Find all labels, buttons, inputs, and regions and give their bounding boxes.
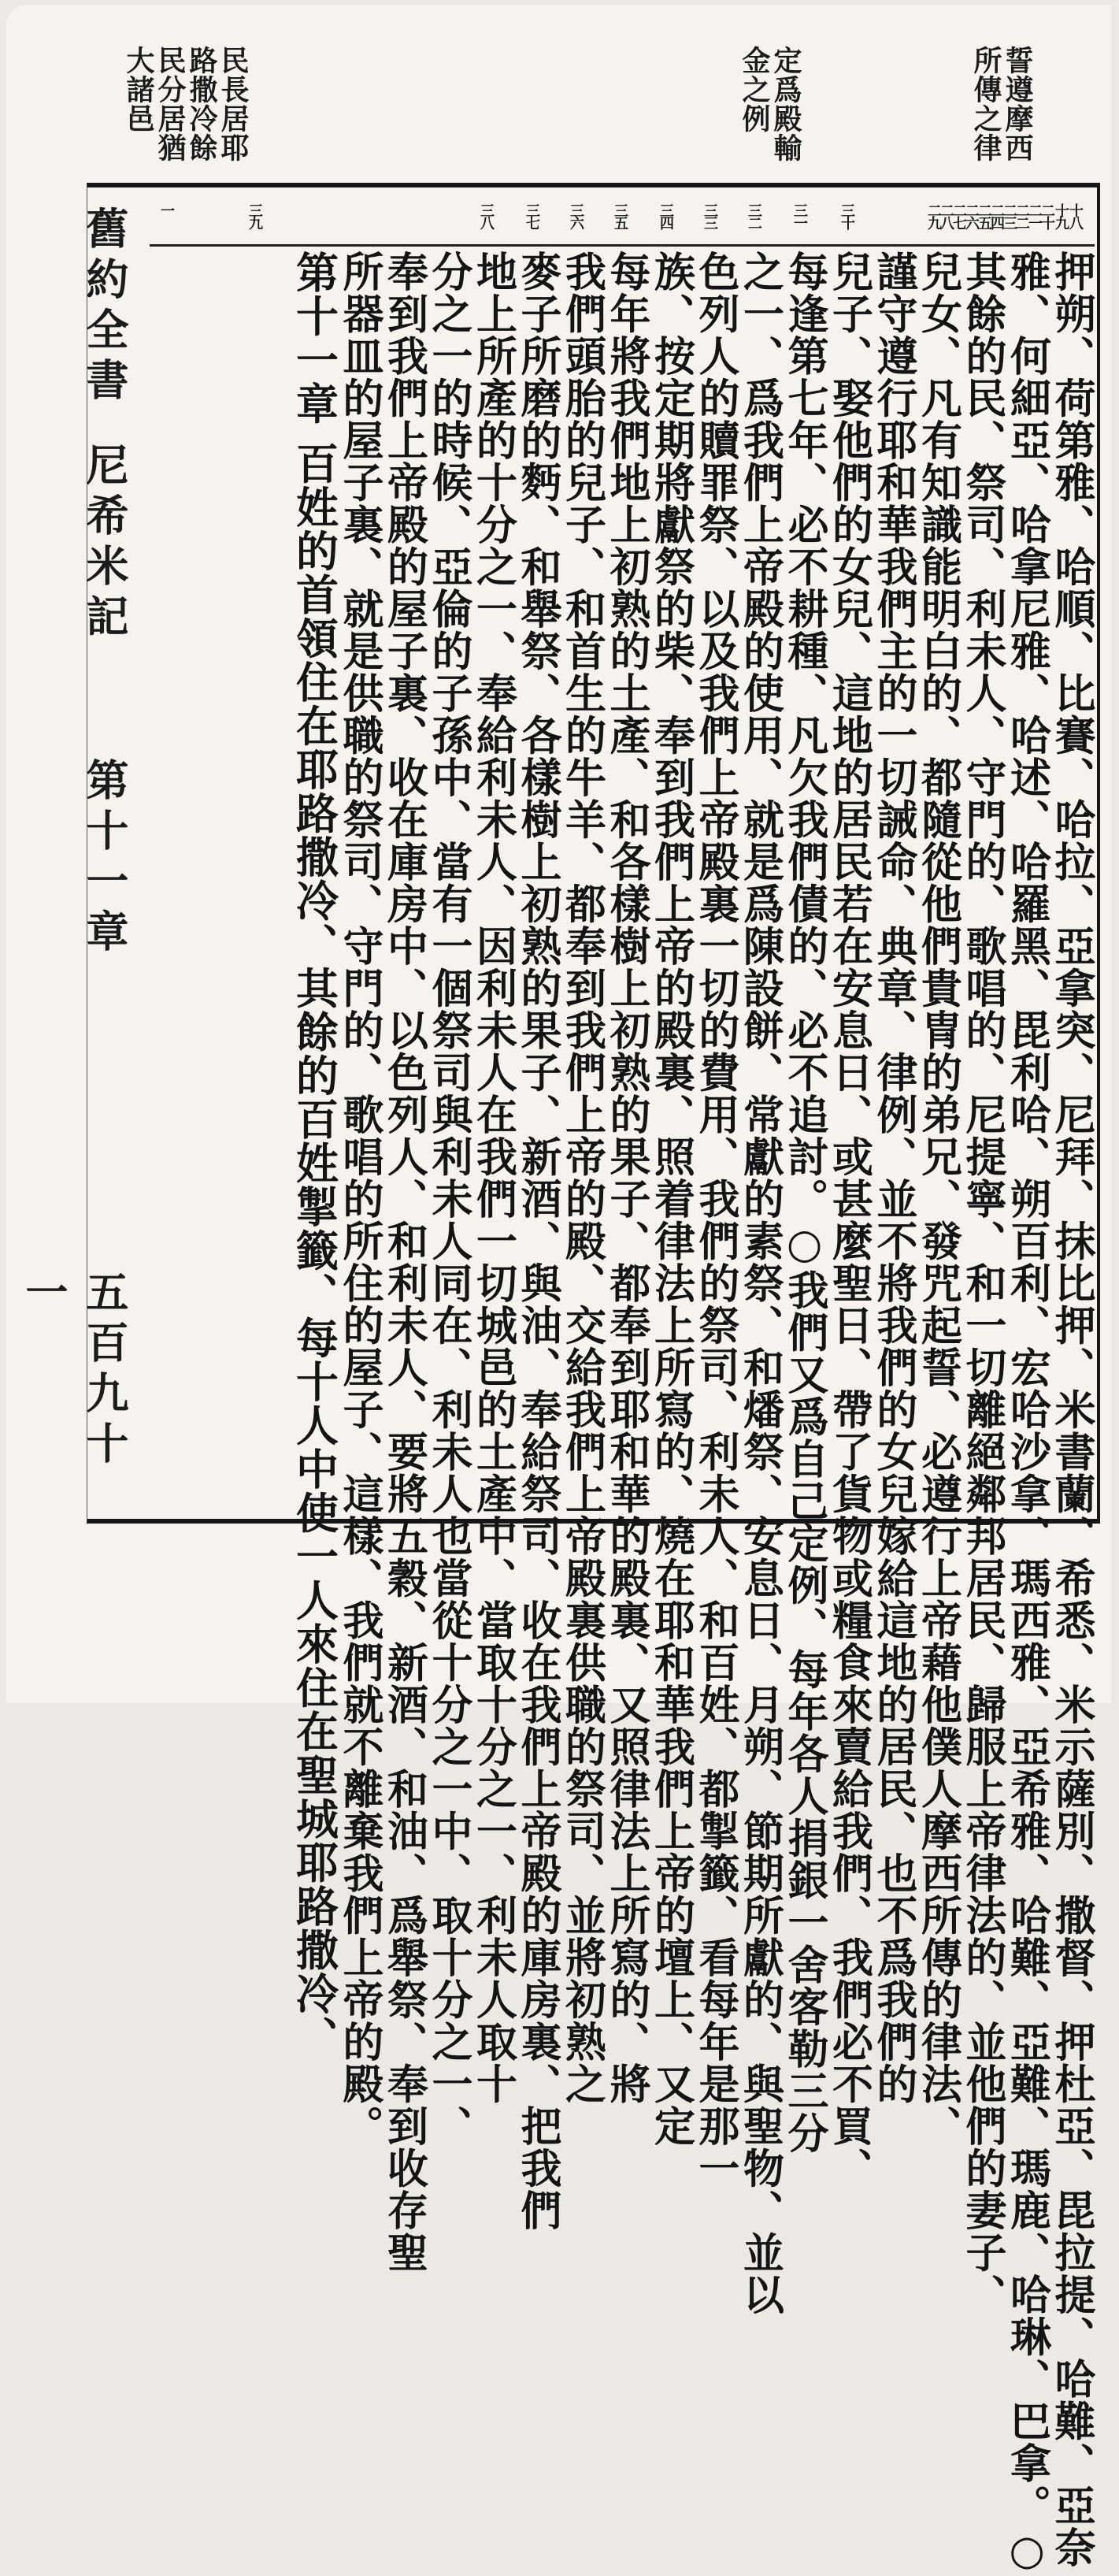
text-column: 雅、何細亞、哈拿尼雅、哈述、哈羅黑、毘利哈、朔百利、宏哈沙拿、瑪西雅、亞希雅、哈難、亞難、瑪鹿、哈琳、巴拿。○ (1002, 251, 1051, 2576)
margin-notes (0, 0, 1119, 189)
margin-note-residence: 民長居耶路撒冷餘民分居猶大諸邑 (122, 46, 250, 162)
text-column: 其餘的民、祭司、利未人、守門的、歌唱的、尼提寧、和一切離絕鄰邦居民、歸服上帝律法的、並他們的妻子、 (958, 251, 1006, 2316)
text-column: 兒子、娶他們的女兒、這地的居民若在安息日、或甚麼聖日、帶了貨物或糧食來賣給我們、我們必不買、 (824, 251, 873, 2189)
verse-number: 二一 (1026, 203, 1043, 228)
verse-number: 二二 (1013, 203, 1030, 228)
text-column: 族、按定期將獻祭的柴、奉到我們上帝的殿裏、照着律法上所寫的、燒在耶和華我們上帝的壇上、又定 (647, 251, 695, 2147)
text-column: 每逢第七年、必不耕種、凡欠我們債的、必不追討。○我們又爲自己定例、每年各人捐銀一舍客勒三分 (780, 251, 828, 2155)
verse-number: 二七 (950, 203, 967, 228)
text-column: 之一、爲我們上帝殿的使用、就是爲陳設餅、常獻的素祭、和燔祭、安息日、月朔、節期所獻的、與聖物、並以 (736, 251, 784, 2316)
text-column: 分之一的時候、亞倫的子孫中、當有一個祭司與利未人同在、利未人也當從十分之一中、取十分之一、 (424, 251, 472, 2147)
running-header (19, 206, 135, 1498)
verse-number: 三十 (839, 203, 855, 228)
verse-number: 二六 (963, 203, 980, 228)
chapter-start-column: 第十一章 百姓的首領住在耶路撒冷、其餘的百姓掣籤、每十人中使一人來住在聖城耶路撒冷、 (289, 251, 340, 2059)
verse-number: 三六 (568, 203, 584, 228)
verse-number: 二十 (1039, 203, 1055, 228)
verse-number: 二四 (988, 203, 1005, 228)
verse-number: 三三 (702, 203, 718, 228)
margin-note-vow: 誓遵摩西所傳之律 (969, 46, 1034, 162)
verse-number: 二九 (925, 203, 942, 228)
verse-number: 三七 (524, 203, 540, 228)
scripture-text (150, 251, 1095, 2576)
text-column: 兒女、凡有知識能明白的、都隨從他們貴冑的弟兄、發咒起誓、必遵行上帝藉他僕人摩西所傳的律法、 (913, 251, 962, 2147)
verse-number: 十八 (1067, 203, 1084, 228)
text-column: 我們頭胎的兒子、和首生的牛羊、都奉到我們上帝的殿、交給我們上帝殿裏供職的祭司、並將初熟之 (558, 251, 606, 2105)
verse-number: 三一 (791, 203, 808, 228)
verse-number: 十九 (1053, 203, 1069, 228)
verse-number-strip (150, 197, 1095, 247)
verse-number: 二八 (938, 203, 954, 228)
verse-number: 二三 (1001, 203, 1017, 228)
verse-number: 三五 (612, 203, 628, 228)
verse-number: 三九 (246, 203, 263, 228)
text-column: 押朔、荷第雅、哈順、比賽、哈拉、亞拿突、尼拜、抹比押、米書蘭、希悉、米示薩別、撒督、押杜亞、毘拉提、哈難、亞奈 (1047, 251, 1095, 2569)
text-column: 地上所產的十分之一、奉給利未人、因利未人在我們一切城邑的土產中、當取十分之一、利未人取十 (469, 251, 517, 2105)
chapter-label: 第十一章 (80, 758, 130, 960)
margin-note-temple-tax: 定爲殿輸金之例 (738, 46, 802, 162)
section-title: 尼希米記 (80, 443, 130, 644)
verse-number: 三二 (746, 203, 762, 228)
text-column: 所器皿的屋子裏、就是供職的祭司、守門的、歌唱的所住的屋子、這樣、我們就不離棄我們上帝的殿。 (335, 251, 383, 2147)
verse-number: 二五 (976, 203, 992, 228)
text-column: 色列人的贖罪祭、以及我們上帝殿裏一切的費用、我們的祭司、利未人、和百姓、都掣籤、看每年是那一 (691, 251, 739, 2189)
verse-number: 三四 (658, 203, 674, 228)
text-column: 奉到我們上帝殿的屋子裏、收在庫房中、以色列人、和利未人、要將五穀、新酒、和油、爲舉祭、奉到收存聖 (380, 251, 428, 2273)
page-number: 五百九十一 (19, 1270, 130, 1472)
text-column: 謹守遵行耶和華我們主的一切誡命、典章、律例、並不將我們的女兒嫁給這地的居民、也不爲我們的 (869, 251, 917, 2105)
verse-number: 三八 (478, 203, 495, 228)
verse-number: 一 (158, 203, 175, 216)
book-title: 舊約全書 (80, 206, 130, 408)
text-column: 麥子所磨的麪、和舉祭、各樣樹上初熟的果子、新酒、與油、奉給祭司、收在我們上帝殿的庫房裏、把我們 (513, 251, 561, 2232)
text-column: 每年將我們地上初熟的土產、和各樣樹上初熟的果子、都奉到耶和華的殿裏、又照律法上所寫的、將 (602, 251, 650, 2105)
